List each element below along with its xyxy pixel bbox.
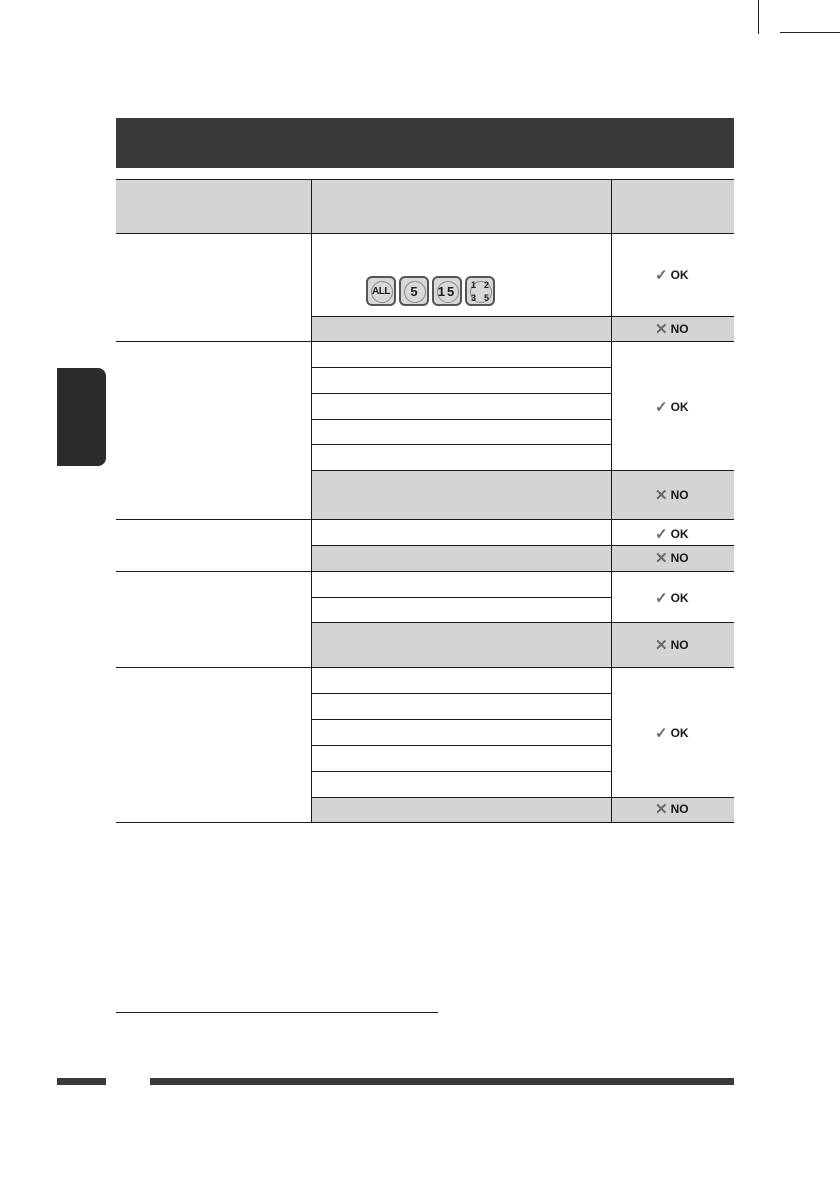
cross-icon: ✕ — [655, 321, 668, 338]
no-mark: ✕ NO — [655, 487, 689, 504]
no-mark: ✕ NO — [655, 321, 689, 338]
region-5-icon: 5 — [399, 276, 429, 306]
cell-rule — [311, 719, 611, 720]
cell-rule — [311, 597, 611, 598]
ok-mark: ✓ OK — [655, 399, 689, 416]
footnote-rule — [116, 1012, 438, 1013]
check-icon: ✓ — [655, 267, 668, 284]
column-divider — [611, 179, 612, 822]
check-icon: ✓ — [655, 526, 668, 543]
cell-rule — [311, 693, 611, 694]
ok-mark: ✓ OK — [655, 590, 689, 607]
check-icon: ✓ — [655, 725, 668, 742]
check-icon: ✓ — [655, 399, 668, 416]
region-all-icon: ALL — [366, 276, 396, 306]
crop-mark-top — [758, 0, 759, 34]
table-rule — [116, 179, 734, 180]
ok-mark: ✓ OK — [655, 725, 689, 742]
crop-mark-side — [780, 32, 840, 33]
cell-rule — [311, 622, 734, 623]
region-1-5-icon: 15 — [432, 276, 462, 306]
table-rule — [116, 822, 734, 823]
no-mark: ✕ NO — [655, 801, 689, 818]
cell-rule — [311, 771, 611, 772]
cell-rule — [311, 470, 734, 471]
table-rule — [116, 571, 734, 572]
cell-rule — [311, 367, 611, 368]
cross-icon: ✕ — [655, 637, 668, 654]
cell-rule — [311, 545, 734, 546]
cell-rule — [311, 316, 734, 317]
cell-rule — [311, 444, 611, 445]
language-side-tab — [57, 368, 106, 466]
section-title-band — [116, 118, 734, 168]
cell-rule — [311, 797, 734, 798]
ok-mark: ✓ OK — [655, 526, 689, 543]
cell-rule — [311, 745, 611, 746]
cell-rule — [311, 393, 611, 394]
page-number-bar — [57, 1078, 106, 1085]
ok-mark: ✓ OK — [655, 267, 689, 284]
cross-icon: ✕ — [655, 801, 668, 818]
cross-icon: ✕ — [655, 550, 668, 567]
no-mark: ✕ NO — [655, 637, 689, 654]
cell-rule — [311, 419, 611, 420]
column-divider — [311, 179, 312, 822]
region-multi-icon: 1 2 3 5 — [465, 276, 495, 306]
footer-bar — [150, 1078, 734, 1085]
table-rule — [116, 519, 734, 520]
cross-icon: ✕ — [655, 487, 668, 504]
table-header-row — [116, 179, 734, 233]
check-icon: ✓ — [655, 590, 668, 607]
table-rule — [116, 667, 734, 668]
region-code-icons — [366, 276, 495, 306]
no-mark: ✕ NO — [655, 550, 689, 567]
table-rule — [116, 341, 734, 342]
table-rule — [116, 233, 734, 234]
